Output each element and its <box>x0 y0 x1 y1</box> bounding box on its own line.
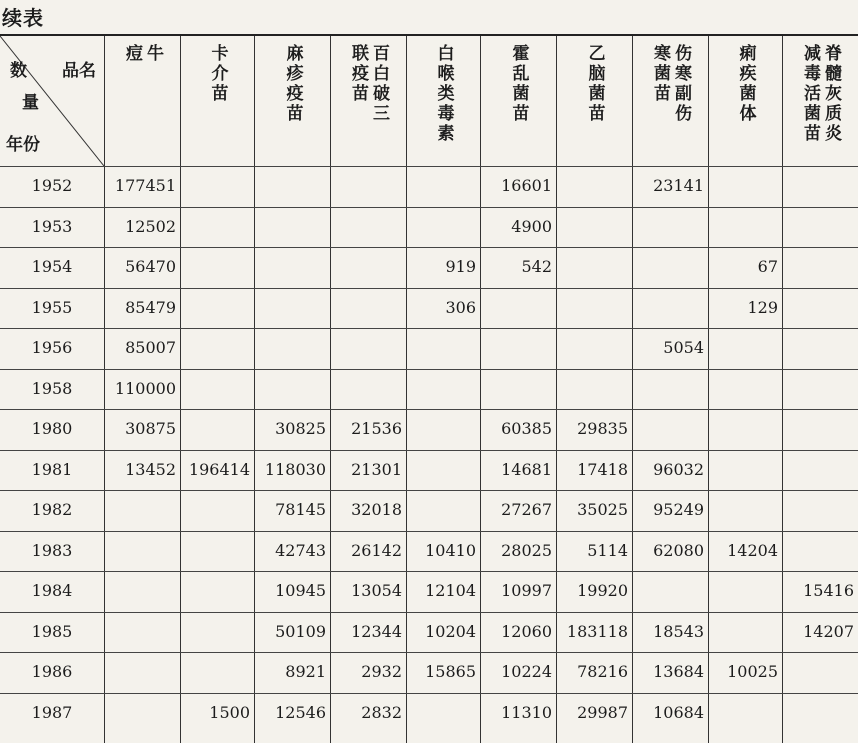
table-cell <box>708 166 782 206</box>
table-cell: 306 <box>445 297 476 317</box>
year-cell: 1983 <box>31 540 73 560</box>
year-cell: 1982 <box>31 500 73 519</box>
table-cell <box>708 328 782 368</box>
table-cell: 13452 <box>125 459 176 479</box>
corner-label-quantity-a: 数 <box>10 61 27 81</box>
table-cell <box>104 652 180 692</box>
table-cell: 12546 <box>275 702 326 722</box>
column-header <box>556 36 632 166</box>
table-cell: 196414 <box>188 459 250 479</box>
table-cell: 21536 <box>351 419 402 438</box>
table-cell <box>480 328 556 368</box>
table-cell: 183118 <box>566 621 628 641</box>
table-cell: 12344 <box>351 621 402 641</box>
table-cell: 56470 <box>125 257 176 276</box>
column-header-label: 百白破三 <box>369 44 389 124</box>
table-cell <box>180 369 254 409</box>
table-cell <box>330 166 406 206</box>
table-cell <box>782 328 858 368</box>
table-cell <box>782 288 858 328</box>
table-cell: 129 <box>747 297 778 317</box>
table-cell: 32018 <box>351 500 402 519</box>
year-cell: 1954 <box>31 257 73 276</box>
table-cell: 10684 <box>653 702 704 722</box>
table-cell: 2832 <box>361 702 402 722</box>
table-cell: 29835 <box>577 419 628 438</box>
table-cell <box>330 369 406 409</box>
year-cell: 1981 <box>31 459 73 479</box>
table-cell <box>406 490 480 530</box>
table-cell <box>708 409 782 449</box>
data-table <box>0 34 858 743</box>
table-cell: 2932 <box>361 662 402 681</box>
table-cell: 15416 <box>803 581 854 600</box>
column-header-label: 寒菌苗 <box>650 44 670 104</box>
year-cell: 1952 <box>31 176 73 195</box>
corner-label-year: 年份 <box>6 135 40 155</box>
table-cell <box>782 247 858 287</box>
column-header-label: 白喉类毒素 <box>433 44 454 144</box>
table-cell <box>708 369 782 409</box>
column-header <box>632 36 708 166</box>
corner-header-cell <box>0 36 104 167</box>
table-cell <box>406 207 480 247</box>
table-cell: 14204 <box>727 540 778 560</box>
table-cell: 50109 <box>275 621 326 641</box>
column-header-label: 脊髓灰质炎 <box>821 44 841 144</box>
table-cell: 96032 <box>653 459 704 479</box>
table-cell: 26142 <box>351 540 402 560</box>
table-cell <box>180 328 254 368</box>
column-header <box>708 36 782 166</box>
table-cell: 95249 <box>653 500 704 519</box>
column-header-label: 卡介苗 <box>207 44 228 104</box>
table-cell <box>180 247 254 287</box>
table-cell: 15865 <box>425 662 476 681</box>
table-cell <box>708 571 782 611</box>
table-cell <box>254 247 330 287</box>
table-cell <box>254 328 330 368</box>
table-cell <box>406 409 480 449</box>
table-cell <box>330 247 406 287</box>
table-cell: 85007 <box>125 338 176 357</box>
table-cell: 60385 <box>501 419 552 438</box>
column-header <box>480 36 556 166</box>
table-cell <box>782 450 858 490</box>
table-cell: 118030 <box>264 459 326 479</box>
table-cell: 23141 <box>653 176 704 195</box>
table-cell: 30825 <box>275 419 326 438</box>
column-header <box>254 36 330 166</box>
table-cell: 14207 <box>803 621 854 641</box>
table-cell: 10945 <box>275 581 326 600</box>
table-cell: 8921 <box>285 662 326 681</box>
table-cell <box>480 369 556 409</box>
corner-label-item: 品名 <box>62 61 96 81</box>
table-cell <box>254 288 330 328</box>
table-cell: 177451 <box>114 176 176 195</box>
table-cell <box>104 531 180 571</box>
year-cell: 1984 <box>31 581 73 600</box>
table-cell: 4900 <box>511 216 552 236</box>
table-cell <box>782 652 858 692</box>
table-cell <box>180 571 254 611</box>
column-header-label: 伤寒副伤 <box>671 44 691 124</box>
table-cell: 14681 <box>501 459 552 479</box>
table-cell <box>254 166 330 206</box>
table-cell <box>330 288 406 328</box>
table-cell <box>782 490 858 530</box>
table-cell: 67 <box>757 257 778 276</box>
table-cell: 11310 <box>501 702 552 722</box>
table-cell <box>406 166 480 206</box>
table-cell: 28025 <box>501 540 552 560</box>
table-cell <box>782 693 858 733</box>
table-cell <box>180 490 254 530</box>
year-cell: 1956 <box>31 338 73 357</box>
column-header <box>782 36 858 166</box>
column-header-label: 乙脑菌苗 <box>584 44 605 124</box>
table-cell: 85479 <box>125 297 176 317</box>
table-cell <box>406 693 480 733</box>
year-cell: 1980 <box>31 419 73 438</box>
table-cell: 10997 <box>501 581 552 600</box>
table-cell: 110000 <box>114 378 176 398</box>
table-cell <box>104 490 180 530</box>
table-cell <box>708 207 782 247</box>
table-cell <box>330 328 406 368</box>
table-cell: 13054 <box>351 581 402 600</box>
table-cell <box>632 409 708 449</box>
column-header-label: 麻疹疫苗 <box>282 44 303 124</box>
table-cell: 62080 <box>653 540 704 560</box>
table-cell: 12060 <box>501 621 552 641</box>
table-cell <box>556 288 632 328</box>
table-cell <box>480 288 556 328</box>
table-cell: 17418 <box>577 459 628 479</box>
table-cell <box>782 369 858 409</box>
table-cell: 12104 <box>425 581 476 600</box>
table-cell: 29987 <box>577 702 628 722</box>
column-header <box>330 36 406 166</box>
table-cell: 42743 <box>275 540 326 560</box>
table-cell: 10410 <box>425 540 476 560</box>
table-cell <box>180 652 254 692</box>
table-cell <box>180 207 254 247</box>
column-header-label: 霍乱菌苗 <box>508 44 529 124</box>
table-cell: 27267 <box>501 500 552 519</box>
table-cell <box>708 490 782 530</box>
table-cell: 30875 <box>125 419 176 438</box>
table-cell <box>406 450 480 490</box>
column-header-label: 联疫苗 <box>348 44 368 104</box>
column-header <box>406 36 480 166</box>
table-cell <box>708 612 782 652</box>
table-cell: 10025 <box>727 662 778 681</box>
table-cell <box>782 531 858 571</box>
column-header-label: 减毒活菌苗 <box>800 44 820 144</box>
table-cell <box>556 247 632 287</box>
table-cell <box>180 166 254 206</box>
table-cell <box>254 207 330 247</box>
table-cell <box>632 247 708 287</box>
table-cell: 5054 <box>663 338 704 357</box>
table-cell: 13684 <box>653 662 704 681</box>
year-cell: 1955 <box>31 297 73 317</box>
table-cell: 5114 <box>587 540 628 560</box>
table-cell <box>406 328 480 368</box>
table-cell: 10204 <box>425 621 476 641</box>
year-cell: 1986 <box>31 662 73 681</box>
year-cell: 1987 <box>31 702 73 722</box>
table-cell <box>104 612 180 652</box>
table-cell <box>632 288 708 328</box>
table-cell: 542 <box>521 257 552 276</box>
table-cell <box>708 450 782 490</box>
table-cell <box>406 369 480 409</box>
table-cell <box>556 369 632 409</box>
column-header <box>104 36 180 166</box>
table-cell: 16601 <box>501 176 552 195</box>
column-header-label: 痘 <box>122 44 142 64</box>
table-caption: 续表 <box>2 6 44 30</box>
table-cell: 12502 <box>125 216 176 236</box>
table-cell: 18543 <box>653 621 704 641</box>
corner-label-quantity-b: 量 <box>22 93 39 113</box>
table-cell <box>254 369 330 409</box>
year-cell: 1985 <box>31 621 73 641</box>
table-cell <box>556 328 632 368</box>
table-cell: 35025 <box>577 500 628 519</box>
table-cell: 21301 <box>351 459 402 479</box>
table-cell: 78216 <box>577 662 628 681</box>
table-cell <box>782 166 858 206</box>
table-cell <box>782 409 858 449</box>
table-cell <box>330 207 406 247</box>
table-cell <box>556 207 632 247</box>
table-cell <box>708 693 782 733</box>
table-cell <box>180 531 254 571</box>
table-cell: 10224 <box>501 662 552 681</box>
table-cell: 1500 <box>209 702 250 722</box>
table-cell <box>632 207 708 247</box>
table-cell: 78145 <box>275 500 326 519</box>
table-cell: 19920 <box>577 581 628 600</box>
table-cell <box>180 612 254 652</box>
year-cell: 1958 <box>31 378 73 398</box>
table-cell <box>632 571 708 611</box>
table-cell: 919 <box>445 257 476 276</box>
year-cell: 1953 <box>31 216 73 236</box>
table-cell <box>180 409 254 449</box>
table-cell <box>556 166 632 206</box>
table-cell <box>104 693 180 733</box>
column-header-label: 痢疾菌体 <box>735 44 756 124</box>
table-cell <box>632 369 708 409</box>
column-header <box>180 36 254 166</box>
table-cell <box>782 207 858 247</box>
table-cell <box>104 571 180 611</box>
column-header-label: 牛 <box>143 44 163 64</box>
table-cell <box>180 288 254 328</box>
